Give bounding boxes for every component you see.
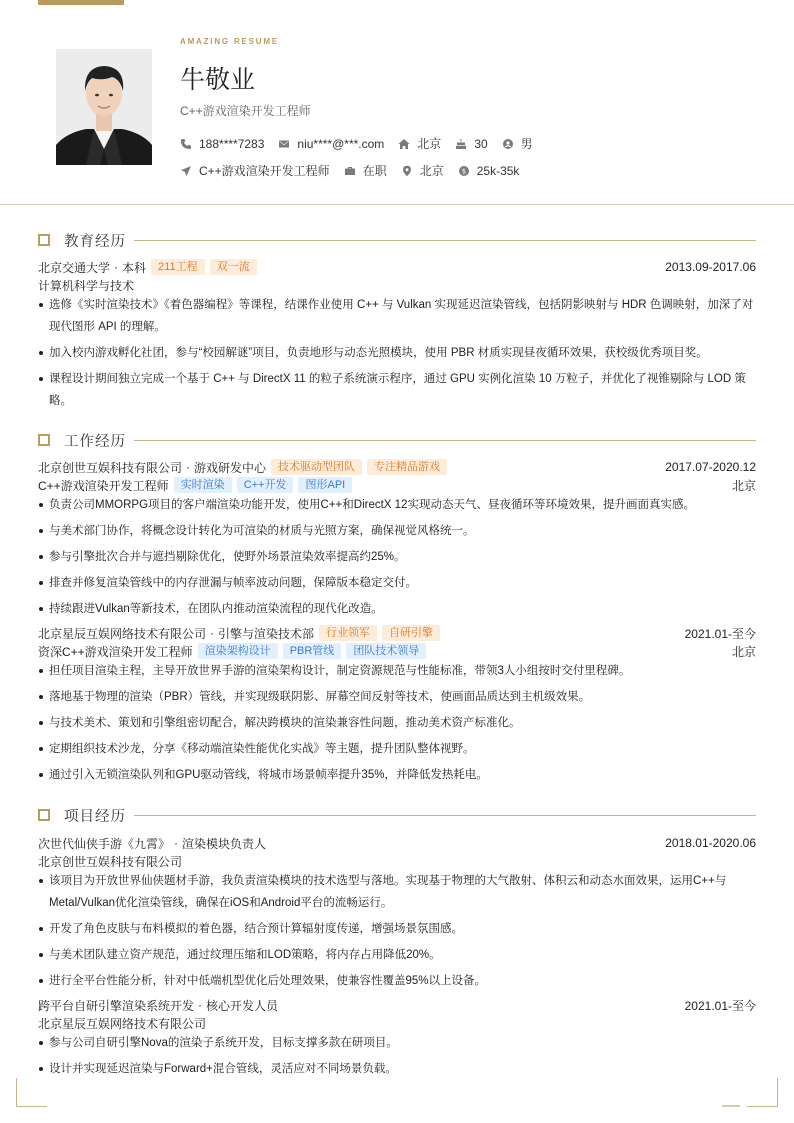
skill-tag: 实时渲染 <box>174 477 232 493</box>
gender-info <box>502 135 533 152</box>
project-company: 北京创世互娱科技有限公司 <box>38 854 183 869</box>
age-text: 30 <box>474 136 488 151</box>
contact-info-row <box>180 135 547 152</box>
phone-text: 188****7283 <box>199 136 265 151</box>
education-bullet: 课程设计期间独立完成一个基于 C++ 与 DirectX 11 的粒子系统演示程序，通过 GPU 实例化渲染 10 万粒子，并优化了视锥剔除与 LOD 策略。 <box>38 368 756 412</box>
separator: · <box>174 836 179 850</box>
project-bullet: 进行全平台性能分析，针对中低端机型优化后处理效果，使兼容性覆盖95%以上设备。 <box>38 970 756 992</box>
project-role: 渲染模块负责人 <box>182 836 267 851</box>
section-marker-icon <box>38 809 50 821</box>
skill-tag: C++开发 <box>237 477 294 493</box>
job-entry-header <box>38 458 756 476</box>
school-tag: 双一流 <box>210 259 257 275</box>
target-city-text: 北京 <box>419 164 444 178</box>
degree: 本科 <box>122 260 147 275</box>
project-bullet: 参与公司自研引擎Nova的渲染子系统开发，目标支撑多款在研项目。 <box>38 1032 756 1054</box>
job-city: 北京 <box>731 644 756 659</box>
job-position-line <box>38 476 756 494</box>
job-position: C++游戏渲染开发工程师 <box>38 478 169 493</box>
header-divider <box>0 204 794 205</box>
job-bullet: 通过引入无锁渲染队列和GPU驱动管线，将城市场景帧率提升35%，并降低发热耗电。 <box>38 764 756 786</box>
skill-tag: PBR管线 <box>283 643 342 659</box>
resume-header <box>0 0 794 205</box>
work-section-header <box>38 430 756 450</box>
hometown-text: 北京 <box>417 137 442 151</box>
project-date: 2018.01-2020.06 <box>665 836 756 850</box>
corner-dash-decoration <box>722 1105 740 1107</box>
major: 计算机科学与技术 <box>38 278 135 293</box>
section-rule <box>134 240 756 241</box>
education-major-line <box>38 276 756 294</box>
section-marker-icon <box>38 234 50 246</box>
hometown-info <box>398 135 441 152</box>
project-role: 核心开发人员 <box>206 998 279 1013</box>
gender-icon <box>502 138 514 150</box>
company-tag: 专注精品游戏 <box>367 459 447 475</box>
projects-section-title: 项目经历 <box>64 808 126 825</box>
target-position-info <box>180 162 330 179</box>
age-info <box>455 137 487 151</box>
section-rule <box>134 440 756 441</box>
project-company-line <box>38 852 756 870</box>
education-section-title: 教育经历 <box>64 233 126 250</box>
email-info <box>278 137 384 151</box>
company-tag: 技术驱动型团队 <box>271 459 362 475</box>
svg-text:$: $ <box>461 167 466 175</box>
gender-text: 男 <box>520 137 533 151</box>
job-bullet: 落地基于物理的渲染（PBR）管线，并实现级联阴影、屏幕空间反射等技术，使画面品质达到主机级效果。 <box>38 686 756 708</box>
job-bullet: 与技术美术、策划和引擎组密切配合，解决跨模块的渲染兼容性问题，推动美术资产标准化。 <box>38 712 756 734</box>
phone-info <box>180 137 264 151</box>
mail-icon <box>278 138 290 150</box>
profile-photo <box>56 49 152 165</box>
separator: · <box>210 626 215 640</box>
target-city-info <box>401 162 444 179</box>
job-bullet: 定期组织技术沙龙，分享《移动端渲染性能优化实战》等主题，提升团队整体视野。 <box>38 738 756 760</box>
job-bullet: 排查并修复渲染管线中的内存泄漏与帧率波动问题，保障版本稳定交付。 <box>38 572 756 594</box>
project-name: 跨平台自研引擎渲染系统开发 <box>38 998 195 1013</box>
job-target-subtitle: C++游戏渲染开发工程师 <box>180 104 311 118</box>
separator: · <box>114 260 119 274</box>
job-date: 2017.07-2020.12 <box>665 460 756 474</box>
project-bullet: 设计并实现延迟渲染与Forward+混合管线，灵活应对不同场景负载。 <box>38 1058 756 1080</box>
projects-section-header <box>38 805 756 825</box>
project-company-line <box>38 1014 756 1032</box>
school-tag: 211工程 <box>151 259 205 275</box>
job-position-line <box>38 642 756 660</box>
briefcase-icon <box>344 165 356 177</box>
education-entry-header <box>38 258 756 276</box>
job-bullet: 持续跟进Vulkan等新技术，在团队内推动渲染流程的现代化改造。 <box>38 598 756 620</box>
job-status-text: 在职 <box>362 164 387 178</box>
company-name: 北京星辰互娱网络技术有限公司 <box>38 626 207 641</box>
skill-tag: 图形API <box>298 477 352 493</box>
home-icon <box>398 138 410 150</box>
job-bullet: 参与引擎批次合并与遮挡剔除优化，使野外场景渲染效率提高约25%。 <box>38 546 756 568</box>
target-position-text: C++游戏渲染开发工程师 <box>199 164 330 178</box>
send-icon <box>180 165 192 177</box>
education-section-header <box>38 230 756 250</box>
education-date: 2013.09-2017.06 <box>665 260 756 274</box>
work-section-title: 工作经历 <box>64 433 126 450</box>
company-tag: 自研引擎 <box>382 625 440 641</box>
job-bullet: 担任项目渲染主程，主导开放世界手游的渲染架构设计，制定资源规范与性能标准，带领3人小组按时交付里程碑。 <box>38 660 756 682</box>
job-status-info <box>344 162 387 179</box>
corner-decoration <box>16 1078 47 1107</box>
job-bullet: 负责公司MMORPG项目的客户端渲染功能开发，使用C++和DirectX 12实现动态天气、昼夜循环等环境效果，提升画面真实感。 <box>38 494 756 516</box>
project-company: 北京星辰互娱网络技术有限公司 <box>38 1016 207 1031</box>
project-bullet: 开发了角色皮肤与布料模拟的着色器，结合预计算辐射度传递，增强场景氛围感。 <box>38 918 756 940</box>
department: 引擎与渲染技术部 <box>218 626 315 641</box>
company-tag: 行业领军 <box>319 625 377 641</box>
job-city: 北京 <box>731 478 756 493</box>
separator: · <box>198 998 203 1012</box>
project-entry-header <box>38 834 756 852</box>
corner-decoration <box>747 1078 778 1107</box>
project-entry-header <box>38 996 756 1014</box>
cake-icon <box>455 138 467 150</box>
school-name: 北京交通大学 <box>38 260 111 275</box>
email-text: niu****@***.com <box>297 136 385 151</box>
salary-text: 25k-35k <box>476 163 520 178</box>
education-bullet: 选修《实时渲染技术》《着色器编程》等课程，结课作业使用 C++ 与 Vulkan 实现延迟渲染管线，包括阴影映射与 HDR 色调映射，加深了对现代图形 API 的理解。 <box>38 294 756 338</box>
candidate-name: 牛敬业 <box>180 65 256 94</box>
project-name: 次世代仙侠手游《九霄》 <box>38 836 171 851</box>
skill-tag: 渲染架构设计 <box>198 643 278 659</box>
job-entry-header <box>38 624 756 642</box>
project-bullet: 与美术团队建立资产规范，通过纹理压缩和LOD策略，将内存占用降低20%。 <box>38 944 756 966</box>
job-position: 资深C++游戏渲染开发工程师 <box>38 644 193 659</box>
company-name: 北京创世互娱科技有限公司 <box>38 460 183 475</box>
salary-info <box>458 164 520 178</box>
section-marker-icon <box>38 434 50 446</box>
department: 游戏研发中心 <box>194 460 267 475</box>
job-bullet: 与美术部门协作，将概念设计转化为可渲染的材质与光照方案，确保视觉风格统一。 <box>38 520 756 542</box>
separator: · <box>186 460 191 474</box>
section-rule <box>134 815 756 816</box>
salary-icon <box>458 165 470 177</box>
project-date: 2021.01-至今 <box>684 998 756 1013</box>
skill-tag: 团队技术领导 <box>346 643 426 659</box>
resume-tagline: AMAZING RESUME <box>180 37 279 46</box>
project-bullet: 该项目为开放世界仙侠题材手游，我负责渲染模块的技术选型与落地。实现基于物理的大气散射、体积云和动态水面效果，运用C++与Metal/Vulkan优化渲染管线，确保在iOS和Android平台的流畅运行。 <box>38 870 756 914</box>
job-date: 2021.01-至今 <box>684 626 756 641</box>
education-bullet: 加入校内游戏孵化社团，参与“校园解谜”项目，负责地形与动态光照模块，使用 PBR 材质实现昼夜循环效果，获校级优秀项目奖。 <box>38 342 756 364</box>
location-pin-icon <box>401 165 413 177</box>
phone-icon <box>180 138 192 150</box>
job-info-row <box>180 162 533 179</box>
